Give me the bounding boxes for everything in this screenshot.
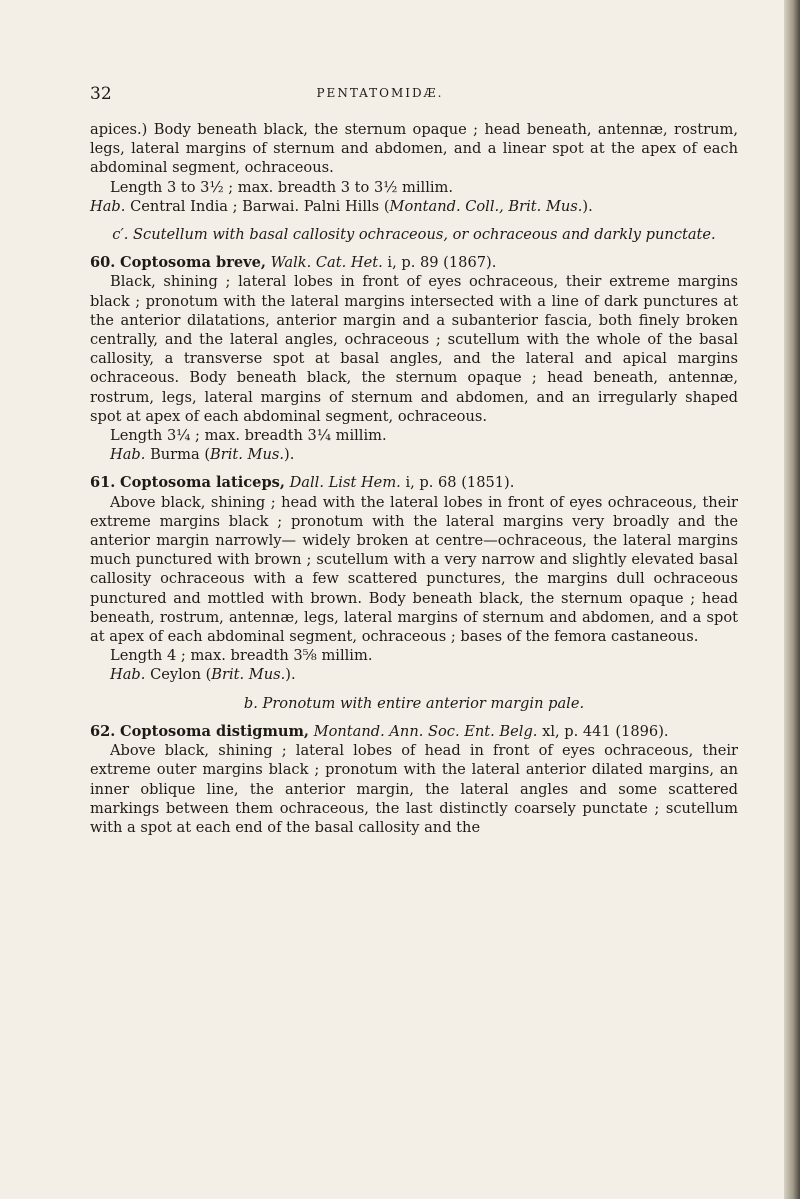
- species-heading-61: [90, 473, 738, 492]
- description-62: Above black, shining ; lateral lobes of head in front of eyes ochraceous, their extreme outer margins black ; pronotum with the lateral anterior dilated margins, an inner oblique line, the anterior margin, the lateral angles and some scattered markings between them ochraceous, the last distinctly coarsely punctate ; scutellum with a spot at each end of the basal callosity and the: [90, 742, 738, 836]
- habitat-ref: Brit. Mus.: [210, 446, 285, 464]
- habitat-text: Central India ; Barwai. Palni Hills (: [130, 197, 390, 215]
- paragraph-apices: apices.) Body beneath black, the sternum opaque ; head beneath, antennæ, rostrum, legs, lateral margins of sternum and abdomen, and a linear spot at the apex of each abdominal segment, ochraceous.: [90, 121, 738, 177]
- habitat-ref: Brit. Mus.: [211, 666, 286, 684]
- habitat-ref: Montand. Coll., Brit. Mus.: [389, 197, 583, 215]
- page-edge-shadow: [784, 0, 800, 1199]
- section-heading-b: b. Pronotum with entire anterior margin pale.: [243, 694, 585, 712]
- length-line: Length 4 ; max. breadth 3⅝ millim.: [110, 647, 373, 665]
- description-61: Above black, shining ; head with the lateral lobes in front of eyes ochraceous, their extreme margins black ; pronotum with the lateral margins very broadly and the anterior margin narrowly— widely broken at centre—ochraceous, the lateral margins much punctured with brown ; scutellum with a very narrow and slightly elevated basal callosity ochraceous with a few scattered punctures, the margins dull ochraceous punctured and mottled with brown. Body beneath black, the sternum opaque ; head beneath, rostrum, antennæ, legs, lateral margins of sternum and abdomen, and a spot at apex of each abdominal segment, ochraceous ; bases of the femora castaneous.: [90, 493, 738, 646]
- page-number: 32: [90, 84, 112, 104]
- citation: Walk. Cat. Het.: [270, 254, 383, 272]
- species-number: 62.: [90, 722, 116, 740]
- citation: Montand. Ann. Soc. Ent. Belg.: [313, 722, 538, 740]
- length-line: Length 3¼ ; max. breadth 3¼ millim.: [110, 427, 387, 445]
- hab-label: Hab.: [110, 446, 146, 464]
- species-name: Coptosoma distigmum,: [120, 722, 310, 740]
- citation-page: i, p. 89 (1867).: [382, 254, 497, 272]
- species-number: 60.: [90, 254, 116, 272]
- species-heading-60: [90, 253, 738, 272]
- species-number: 61.: [90, 474, 116, 492]
- citation-page: i, p. 68 (1851).: [400, 474, 515, 492]
- habitat-close: ).: [285, 666, 296, 684]
- hab-label: Hab.: [90, 197, 126, 215]
- habitat-line: [90, 445, 738, 464]
- citation: Dall. List Hem.: [289, 474, 401, 492]
- length-line: Length 3 to 3½ ; max. breadth 3 to 3½ millim.: [110, 178, 454, 196]
- habitat-line: [90, 665, 738, 684]
- species-heading-62: [90, 722, 738, 741]
- running-head: PENTATOMIDÆ.: [316, 86, 444, 100]
- habitat-text: Burma (: [150, 446, 211, 464]
- page-header: [0, 84, 790, 108]
- species-name: Coptosoma laticeps,: [120, 474, 285, 492]
- description-60: Black, shining ; lateral lobes in front of eyes ochraceous, their extreme margins black ; pronotum with the lateral margins intersected with a line of dark punctures at the anterior dilatations, anterior margin and a subanterior fascia, both finely broken centrally, and the lateral angles, ochraceous ; scutellum with the whole of the basal callosity, a transverse spot at basal angles, and the lateral and apical margins ochraceous. Body beneath black, the sternum opaque ; head beneath, antennæ, rostrum, legs, lateral margins of sternum and abdomen, and an irregularly shaped spot at apex of each abdominal segment, ochraceous.: [90, 273, 738, 425]
- hab-label: Hab.: [110, 666, 146, 684]
- citation-page: xl, p. 441 (1896).: [537, 722, 669, 740]
- page-body: [90, 120, 738, 837]
- habitat-close: ).: [582, 197, 593, 215]
- habitat-close: ).: [284, 446, 295, 464]
- habitat-text: Ceylon (: [150, 666, 212, 684]
- section-heading-c: c′. Scutellum with basal callosity ochraceous, or ochraceous and darkly punctate.: [112, 226, 716, 244]
- habitat-line: [90, 197, 738, 216]
- species-name: Coptosoma breve,: [120, 254, 267, 272]
